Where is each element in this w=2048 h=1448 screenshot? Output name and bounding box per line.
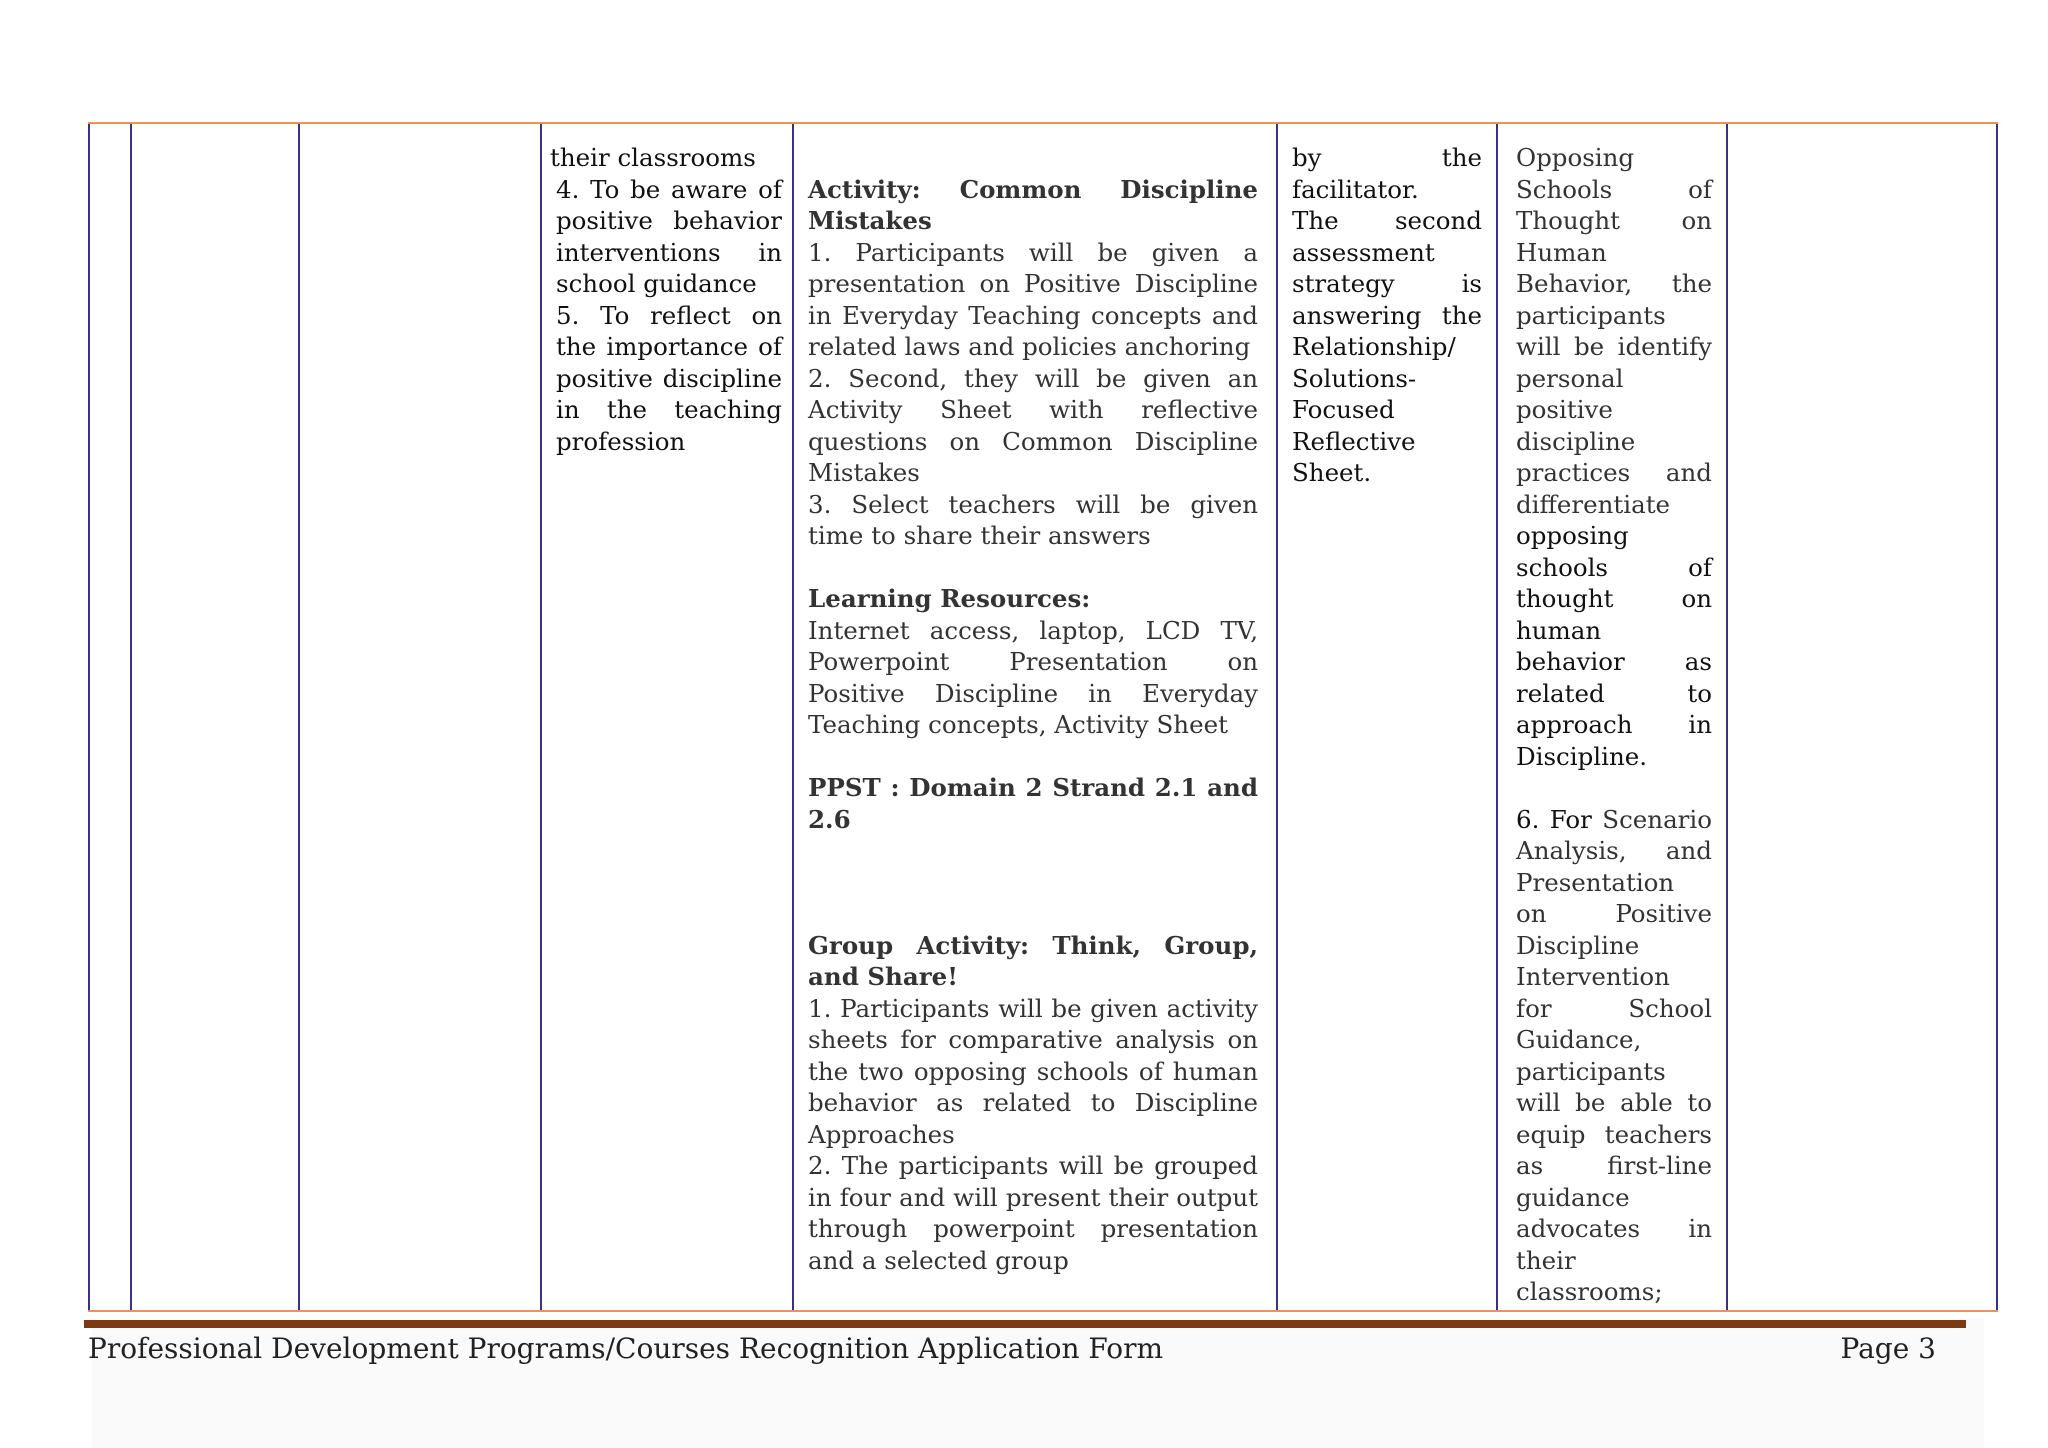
outcome-item-6-prefix: 6. For <box>1516 804 1592 834</box>
activities-cell <box>808 142 1258 1276</box>
outcomes-part-1: Opposing Schools of Thought on Human Behavior, the participants will be identify personal positive discipline practices and differentiate <box>1516 143 1712 519</box>
activity-step-1: 1. Participants will be given a presentation on Positive Discipline in Everyday Teaching concepts and related laws and policies anchoring <box>808 237 1258 361</box>
program-table <box>88 122 1998 1312</box>
resources-heading: Learning Resources: <box>808 584 1091 613</box>
assessment-text-2: The second assessment strategy is answering the Relationship/ Solutions-Focused Reflective Sheet. <box>1292 206 1482 487</box>
group-step-1: 1. Participants will be given activity sheets for comparative analysis on the two opposing schools of human behavior as related to Discipline Approaches <box>808 993 1258 1149</box>
ppst-reference: PPST : Domain 2 Strand 2.1 and 2.6 <box>808 773 1258 834</box>
footer-title: Professional Development Programs/Courses Recognition Application Form <box>88 1332 1164 1365</box>
table-column-3 <box>298 124 542 1310</box>
objectives-line: their classrooms <box>550 143 756 172</box>
outcomes-cell <box>1516 142 1712 1308</box>
objective-item-4: 4. To be aware of positive behavior interventions in school guidance <box>556 174 782 298</box>
activity-heading: Activity: Common Discipline Mistakes <box>808 174 1258 235</box>
page-number: Page 3 <box>1840 1332 1936 1365</box>
assessment-cell <box>1292 142 1482 489</box>
outcomes-part-2: opposing schools of thought on human behavior as related to approach in Discipline. <box>1516 521 1712 771</box>
table-column-2 <box>130 124 300 1310</box>
group-step-2: 2. The participants will be grouped in four and will present their output through powerpoint presentation and a selected group <box>808 1151 1258 1275</box>
resources-text: Internet access, laptop, LCD TV, Powerpoint Presentation on Positive Discipline in Everyday Teaching concepts, Activity Sheet <box>808 615 1258 739</box>
outcome-item-6 <box>1516 804 1712 1308</box>
table-column-last <box>1726 124 1998 1310</box>
activity-step-3: 3. Select teachers will be given time to share their answers <box>808 489 1258 550</box>
assessment-text-1: by the facilitator. <box>1292 143 1482 204</box>
activity-step-2: 2. Second, they will be given an Activity Sheet with reflective questions on Common Discipline Mistakes <box>808 363 1258 487</box>
objective-item-5: 5. To reflect on the importance of positive discipline in the teaching profession <box>556 300 782 456</box>
table-column-1 <box>88 124 132 1310</box>
group-activity-heading: Group Activity: Think, Group, and Share! <box>808 930 1258 991</box>
objectives-cell <box>550 142 782 457</box>
footer-rule <box>84 1320 1966 1328</box>
outcome-item-6-text: Scenario Analysis, and Presentation on Positive Discipline Intervention for School Guidance, participants will be able to equip teachers as first-line guidance advocates in their classrooms; <box>1516 804 1712 1306</box>
